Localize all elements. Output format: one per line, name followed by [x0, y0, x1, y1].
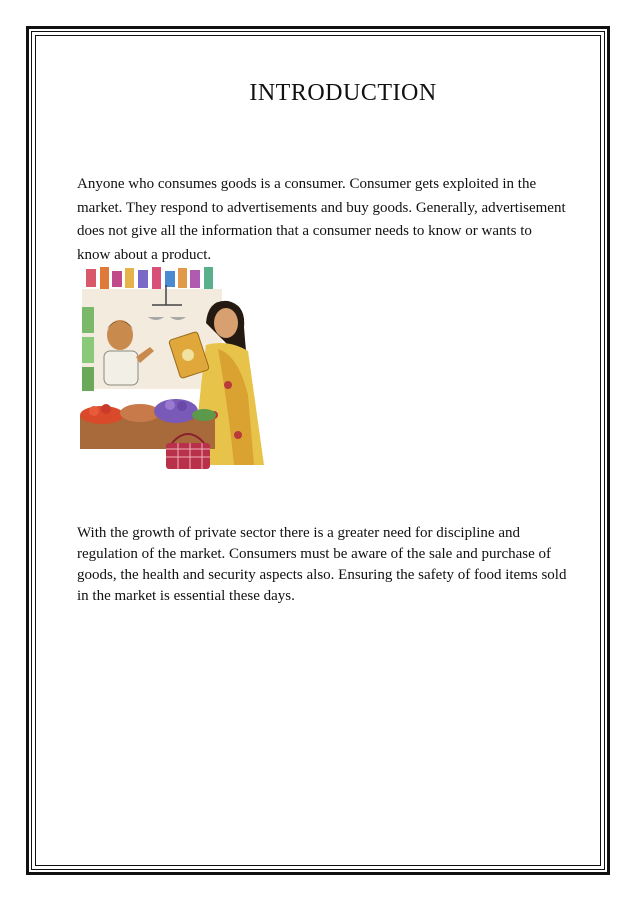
produce-counter: [80, 399, 216, 449]
intro-paragraph: Anyone who consumes goods is a consumer. Consumer gets exploited in the market. They respond to advertisements and buy goods. Generally, advertisement does not give all the information that a consumer needs to know or wants to know about a product.: [77, 176, 566, 263]
market-regulation-paragraph: With the growth of private sector there is a greater need for discipline and regulation of the market. Consumers must be aware of the sale and purchase of goods, the health and security aspects also. Ensuring the safety of food items sold in the market is essential these days.: [77, 525, 567, 604]
market-illustration: [78, 265, 293, 477]
hanging-goods: [86, 267, 213, 289]
jars: [82, 307, 94, 391]
page-title: INTRODUCTION: [249, 80, 437, 106]
